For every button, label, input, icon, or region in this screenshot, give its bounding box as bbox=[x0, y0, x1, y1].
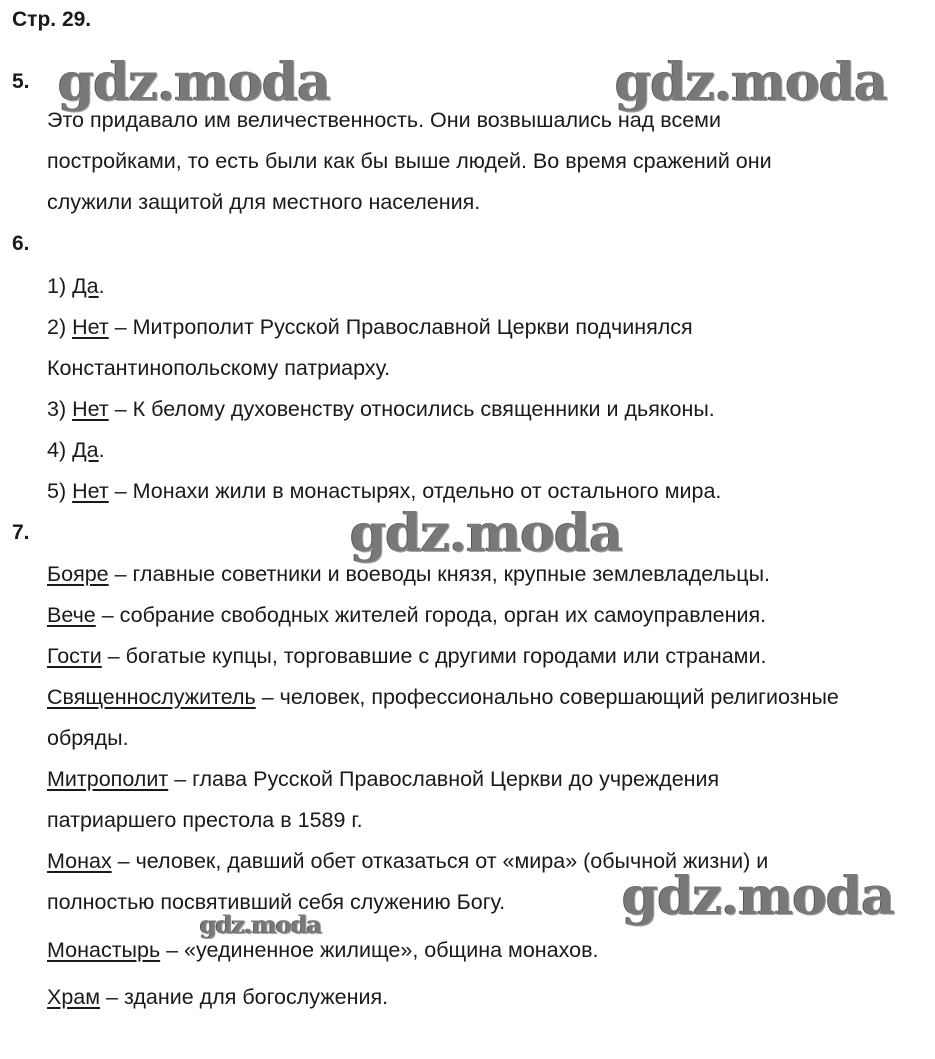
watermark-2: gdz.moda bbox=[615, 52, 888, 113]
glossary-term: Монастырь bbox=[47, 938, 161, 962]
item-prefix: 4) bbox=[47, 438, 73, 462]
task6-item bbox=[47, 313, 693, 341]
glossary-entry bbox=[47, 847, 768, 875]
page-label: Стр. 29. bbox=[12, 8, 92, 31]
task5-line: постройками, то есть были как бы выше людей. Во время сражений они bbox=[47, 149, 772, 173]
glossary-term: Монах bbox=[47, 849, 112, 873]
item-prefix: 2) bbox=[47, 315, 73, 339]
task6-item bbox=[47, 272, 105, 300]
watermark-4: gdz.moda bbox=[622, 866, 895, 927]
watermark-5: gdz.moda bbox=[200, 910, 322, 939]
glossary-definition: – главные советники и воеводы князя, крупные землевладельцы. bbox=[108, 562, 770, 586]
glossary-definition: – здание для богослужения. bbox=[100, 985, 389, 1009]
glossary-definition: полностью посвятивший себя служению Богу. bbox=[47, 890, 506, 914]
item-text: Константинопольскому патриарху. bbox=[47, 356, 391, 380]
task5-number: 5. bbox=[12, 70, 30, 93]
item-prefix: 1) bbox=[47, 274, 73, 298]
glossary-definition: – человек, давший обет отказаться от «мира» (обычной жизни) и bbox=[111, 849, 769, 873]
glossary-entry bbox=[47, 560, 770, 588]
glossary-entry bbox=[47, 936, 599, 964]
item-answer: Нет bbox=[72, 315, 109, 339]
task6-item bbox=[47, 436, 105, 464]
glossary-entry bbox=[47, 765, 719, 793]
glossary-term: Храм bbox=[47, 985, 101, 1009]
glossary-definition: патриаршего престола в 1589 г. bbox=[47, 808, 363, 832]
glossary-term: Вече bbox=[47, 603, 96, 627]
glossary-term: Бояре bbox=[47, 562, 109, 586]
item-text: . bbox=[98, 274, 105, 298]
glossary-entry bbox=[47, 601, 766, 629]
task5-line: Это придавало им величественность. Они возвышались над всеми bbox=[47, 108, 721, 132]
glossary-entry bbox=[47, 983, 388, 1011]
glossary-entry bbox=[47, 888, 505, 916]
glossary-term: Митрополит bbox=[47, 767, 169, 791]
glossary-entry bbox=[47, 683, 839, 711]
glossary-definition: – человек, профессионально совершающий религиозные bbox=[255, 685, 839, 709]
glossary-term: Гости bbox=[47, 644, 102, 668]
item-prefix: 5) bbox=[47, 479, 73, 503]
watermark-3: gdz.moda bbox=[350, 503, 623, 564]
task6-item bbox=[47, 477, 721, 505]
glossary-entry bbox=[47, 642, 766, 670]
glossary-definition: – «уединенное жилище», община монахов. bbox=[160, 938, 599, 962]
glossary-definition: – глава Русской Православной Церкви до учреждения bbox=[168, 767, 720, 791]
item-text: – Монахи жили в монастырях, отдельно от остального мира. bbox=[108, 479, 722, 503]
watermark-1: gdz.moda bbox=[58, 52, 331, 113]
task6-item bbox=[47, 395, 715, 423]
item-answer: Да bbox=[72, 274, 99, 298]
item-text: – К белому духовенству относились священники и дьяконы. bbox=[108, 397, 715, 421]
item-text: – Митрополит Русской Православной Церкви подчинялся bbox=[108, 315, 693, 339]
glossary-entry bbox=[47, 806, 363, 834]
item-answer: Да bbox=[72, 438, 99, 462]
glossary-definition: обряды. bbox=[47, 726, 129, 750]
item-text: . bbox=[98, 438, 105, 462]
item-answer: Нет bbox=[72, 397, 109, 421]
item-prefix: 3) bbox=[47, 397, 73, 421]
glossary-definition: – богатые купцы, торговавшие с другими городами или странами. bbox=[101, 644, 767, 668]
task5-line: служили защитой для местного населения. bbox=[47, 190, 481, 214]
task6-item bbox=[47, 354, 390, 382]
glossary-definition: – собрание свободных жителей города, орган их самоуправления. bbox=[95, 603, 767, 627]
task7-number: 7. bbox=[12, 521, 30, 544]
item-answer: Нет bbox=[72, 479, 109, 503]
glossary-entry bbox=[47, 724, 129, 752]
task6-number: 6. bbox=[12, 232, 30, 255]
glossary-term: Священнослужитель bbox=[47, 685, 256, 709]
